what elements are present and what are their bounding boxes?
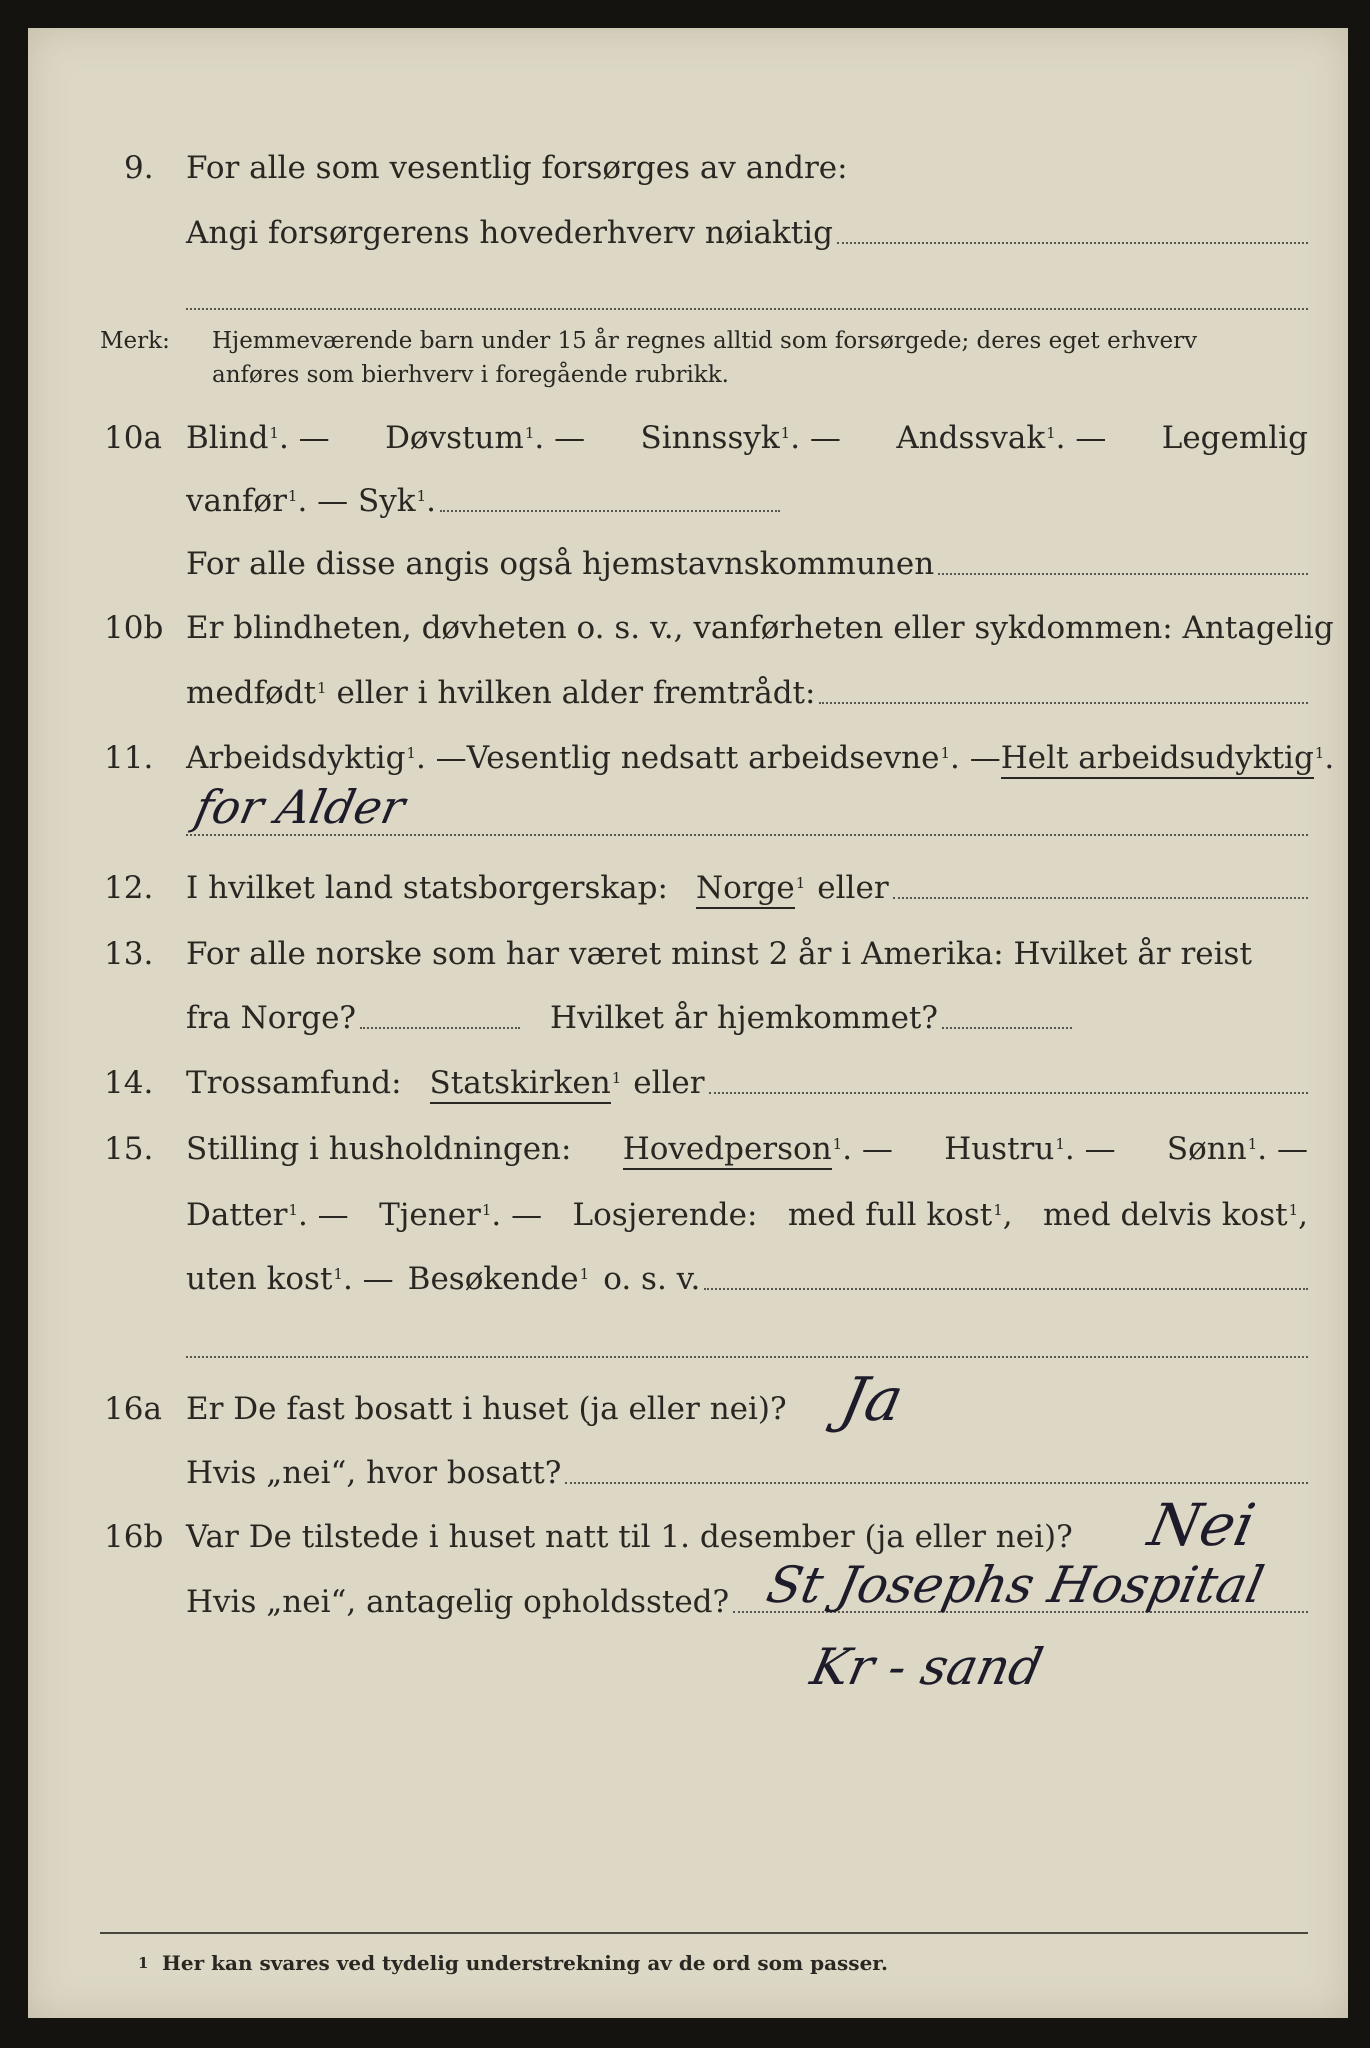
- option-datter: Datter$^1$. —: [186, 1197, 349, 1233]
- q10a-line1: [0, 413, 1370, 463]
- q13-prompt-reist: fra Norge?: [186, 1000, 357, 1036]
- q13-text: For alle norske som har været minst 2 år i Amerika: Hvilket år reist: [186, 936, 1252, 972]
- option-hustru: Hustru$^1$. —: [944, 1131, 1116, 1167]
- merk-line2: [0, 350, 1370, 400]
- q11-answer-field[interactable]: [186, 834, 1308, 836]
- q16a-prompt: Hvis „nei“, hvor bosatt?: [186, 1455, 562, 1491]
- q10a-prompt: For alle disse angis også hjemstavnskommunen: [186, 546, 935, 582]
- hjemstavn-field[interactable]: [938, 573, 1308, 575]
- q15-text: Stilling i husholdningen:: [186, 1131, 572, 1167]
- merk-text-2: anføres som bierhverv i foregående rubrikk.: [212, 362, 729, 388]
- option-syk: Syk$^1$.: [358, 483, 436, 519]
- q12-line: [0, 863, 1370, 913]
- merk-label: Merk:: [100, 328, 170, 354]
- q14-number: 14.: [104, 1065, 154, 1101]
- option-full-kost: med full kost$^1$,: [787, 1197, 1013, 1233]
- q10a-answer-field[interactable]: [440, 510, 780, 512]
- q16a-text: Er De fast bosatt i huset (ja eller nei)?: [186, 1391, 787, 1427]
- handwritten-place-2: Kr - sand: [805, 1638, 1048, 1696]
- q10b-line2: [0, 668, 1370, 718]
- q9-line1: [0, 143, 1370, 193]
- q13-number: 13.: [104, 936, 154, 972]
- option-hovedperson: Hovedperson$^1$. —: [623, 1124, 893, 1174]
- footnote-mark: 1: [138, 1954, 149, 1972]
- q10b-number: 10b: [104, 610, 164, 646]
- q16b-number: 16b: [104, 1519, 164, 1555]
- handwritten-place-1: St Josephs Hospital: [761, 1556, 1269, 1614]
- q12-answer-field[interactable]: [893, 897, 1308, 899]
- q14-text: Trossamfund:: [186, 1065, 402, 1101]
- q9-text: For alle som vesentlig forsørges av andre:: [186, 150, 848, 186]
- option-besokende: Besøkende$^1$: [407, 1261, 590, 1297]
- q14-eller: eller: [633, 1065, 705, 1101]
- q9-prompt: Angi forsørgerens hovederhverv nøiaktig: [186, 215, 833, 251]
- option-dovstum: Døvstum$^1$. —: [385, 420, 586, 456]
- q10a-line3: [0, 539, 1370, 589]
- merk-text: Hjemmeværende barn under 15 år regnes alltid som forsørgede; deres eget erhverv: [212, 328, 1198, 354]
- q16a-line1: [0, 1384, 1370, 1434]
- option-delvis-kost: med delvis kost$^1$,: [1043, 1197, 1308, 1233]
- q10b-line1: [0, 603, 1370, 653]
- option-norge: Norge$^1$: [696, 863, 805, 913]
- option-legemlig: Legemlig: [1161, 420, 1308, 456]
- handwritten-q16b: Nei: [1142, 1491, 1261, 1559]
- q15-line3: [0, 1254, 1370, 1304]
- q10a-line2: [0, 476, 1370, 526]
- q12-number: 12.: [104, 870, 154, 906]
- q13-line1: [0, 929, 1370, 979]
- q11-number: 11.: [104, 740, 154, 776]
- q16a-number: 16a: [104, 1391, 162, 1427]
- option-statskirken: Statskirken$^1$: [430, 1058, 622, 1108]
- q16a-answer-field[interactable]: [565, 1482, 1308, 1484]
- q9-answer-field[interactable]: [837, 242, 1308, 244]
- q15-number: 15.: [104, 1131, 154, 1167]
- handwritten-q11: for Alder: [190, 780, 410, 834]
- q10b-prompt: eller i hvilken alder fremtrådt:: [336, 675, 816, 711]
- q14-line: [0, 1058, 1370, 1108]
- q12-eller: eller: [817, 870, 889, 906]
- footnote: [0, 1938, 1370, 1988]
- hjemkommet-field[interactable]: [942, 1027, 1072, 1029]
- q13-prompt-hjemkommet: Hvilket år hjemkommet?: [550, 1000, 939, 1036]
- handwritten-q16a: Ja: [834, 1365, 910, 1435]
- q9-line2: [0, 208, 1370, 258]
- q15-extra-field[interactable]: [186, 1356, 1308, 1358]
- q15-line1: [0, 1124, 1370, 1174]
- option-medfodt: medfødt$^1$: [186, 675, 327, 711]
- reist-field[interactable]: [360, 1027, 520, 1029]
- option-nedsatt: Vesentlig nedsatt arbeidsevne$^1$. —: [466, 740, 1001, 776]
- option-vanfor: vanfør$^1$. —: [186, 483, 349, 519]
- q11-line1: [0, 733, 1370, 783]
- q15-answer-field[interactable]: [704, 1288, 1308, 1290]
- q16b-text: Var De tilstede i huset natt til 1. desember (ja eller nei)?: [186, 1519, 1073, 1555]
- option-blind: Blind$^1$. —: [186, 420, 330, 456]
- option-uten-kost: uten kost$^1$. —: [186, 1261, 394, 1297]
- option-sonn: Sønn$^1$. —: [1166, 1131, 1308, 1167]
- option-sinnssyk: Sinnssyk$^1$. —: [640, 420, 841, 456]
- q10a-number: 10a: [104, 420, 162, 456]
- q13-line2: [0, 993, 1370, 1043]
- q10b-text: Er blindheten, døvheten o. s. v., vanførheten eller sykdommen: Antagelig: [186, 610, 1334, 646]
- q15-line2: [0, 1190, 1370, 1240]
- option-andssvak: Andssvak$^1$. —: [896, 420, 1107, 456]
- q12-text: I hvilket land statsborgerskap:: [186, 870, 668, 906]
- option-tjener: Tjener$^1$. —: [379, 1197, 543, 1233]
- option-losjerende: Losjerende:: [572, 1197, 758, 1233]
- option-udyktig: Helt arbeidsudyktig$^1$.: [1001, 733, 1335, 783]
- footnote-rule: [100, 1932, 1308, 1934]
- q15-osv: o. s. v.: [603, 1261, 701, 1297]
- option-arbeidsdyktig: Arbeidsdyktig$^1$. —: [186, 740, 467, 776]
- q14-answer-field[interactable]: [709, 1092, 1308, 1094]
- q9-number: 9.: [124, 150, 154, 186]
- divider-rule: [186, 308, 1308, 310]
- footnote-text: Her kan svares ved tydelig understrekning av de ord som passer.: [162, 1951, 888, 1975]
- q10b-answer-field[interactable]: [819, 702, 1308, 704]
- q16b-prompt: Hvis „nei“, antagelig opholdssted?: [186, 1584, 730, 1620]
